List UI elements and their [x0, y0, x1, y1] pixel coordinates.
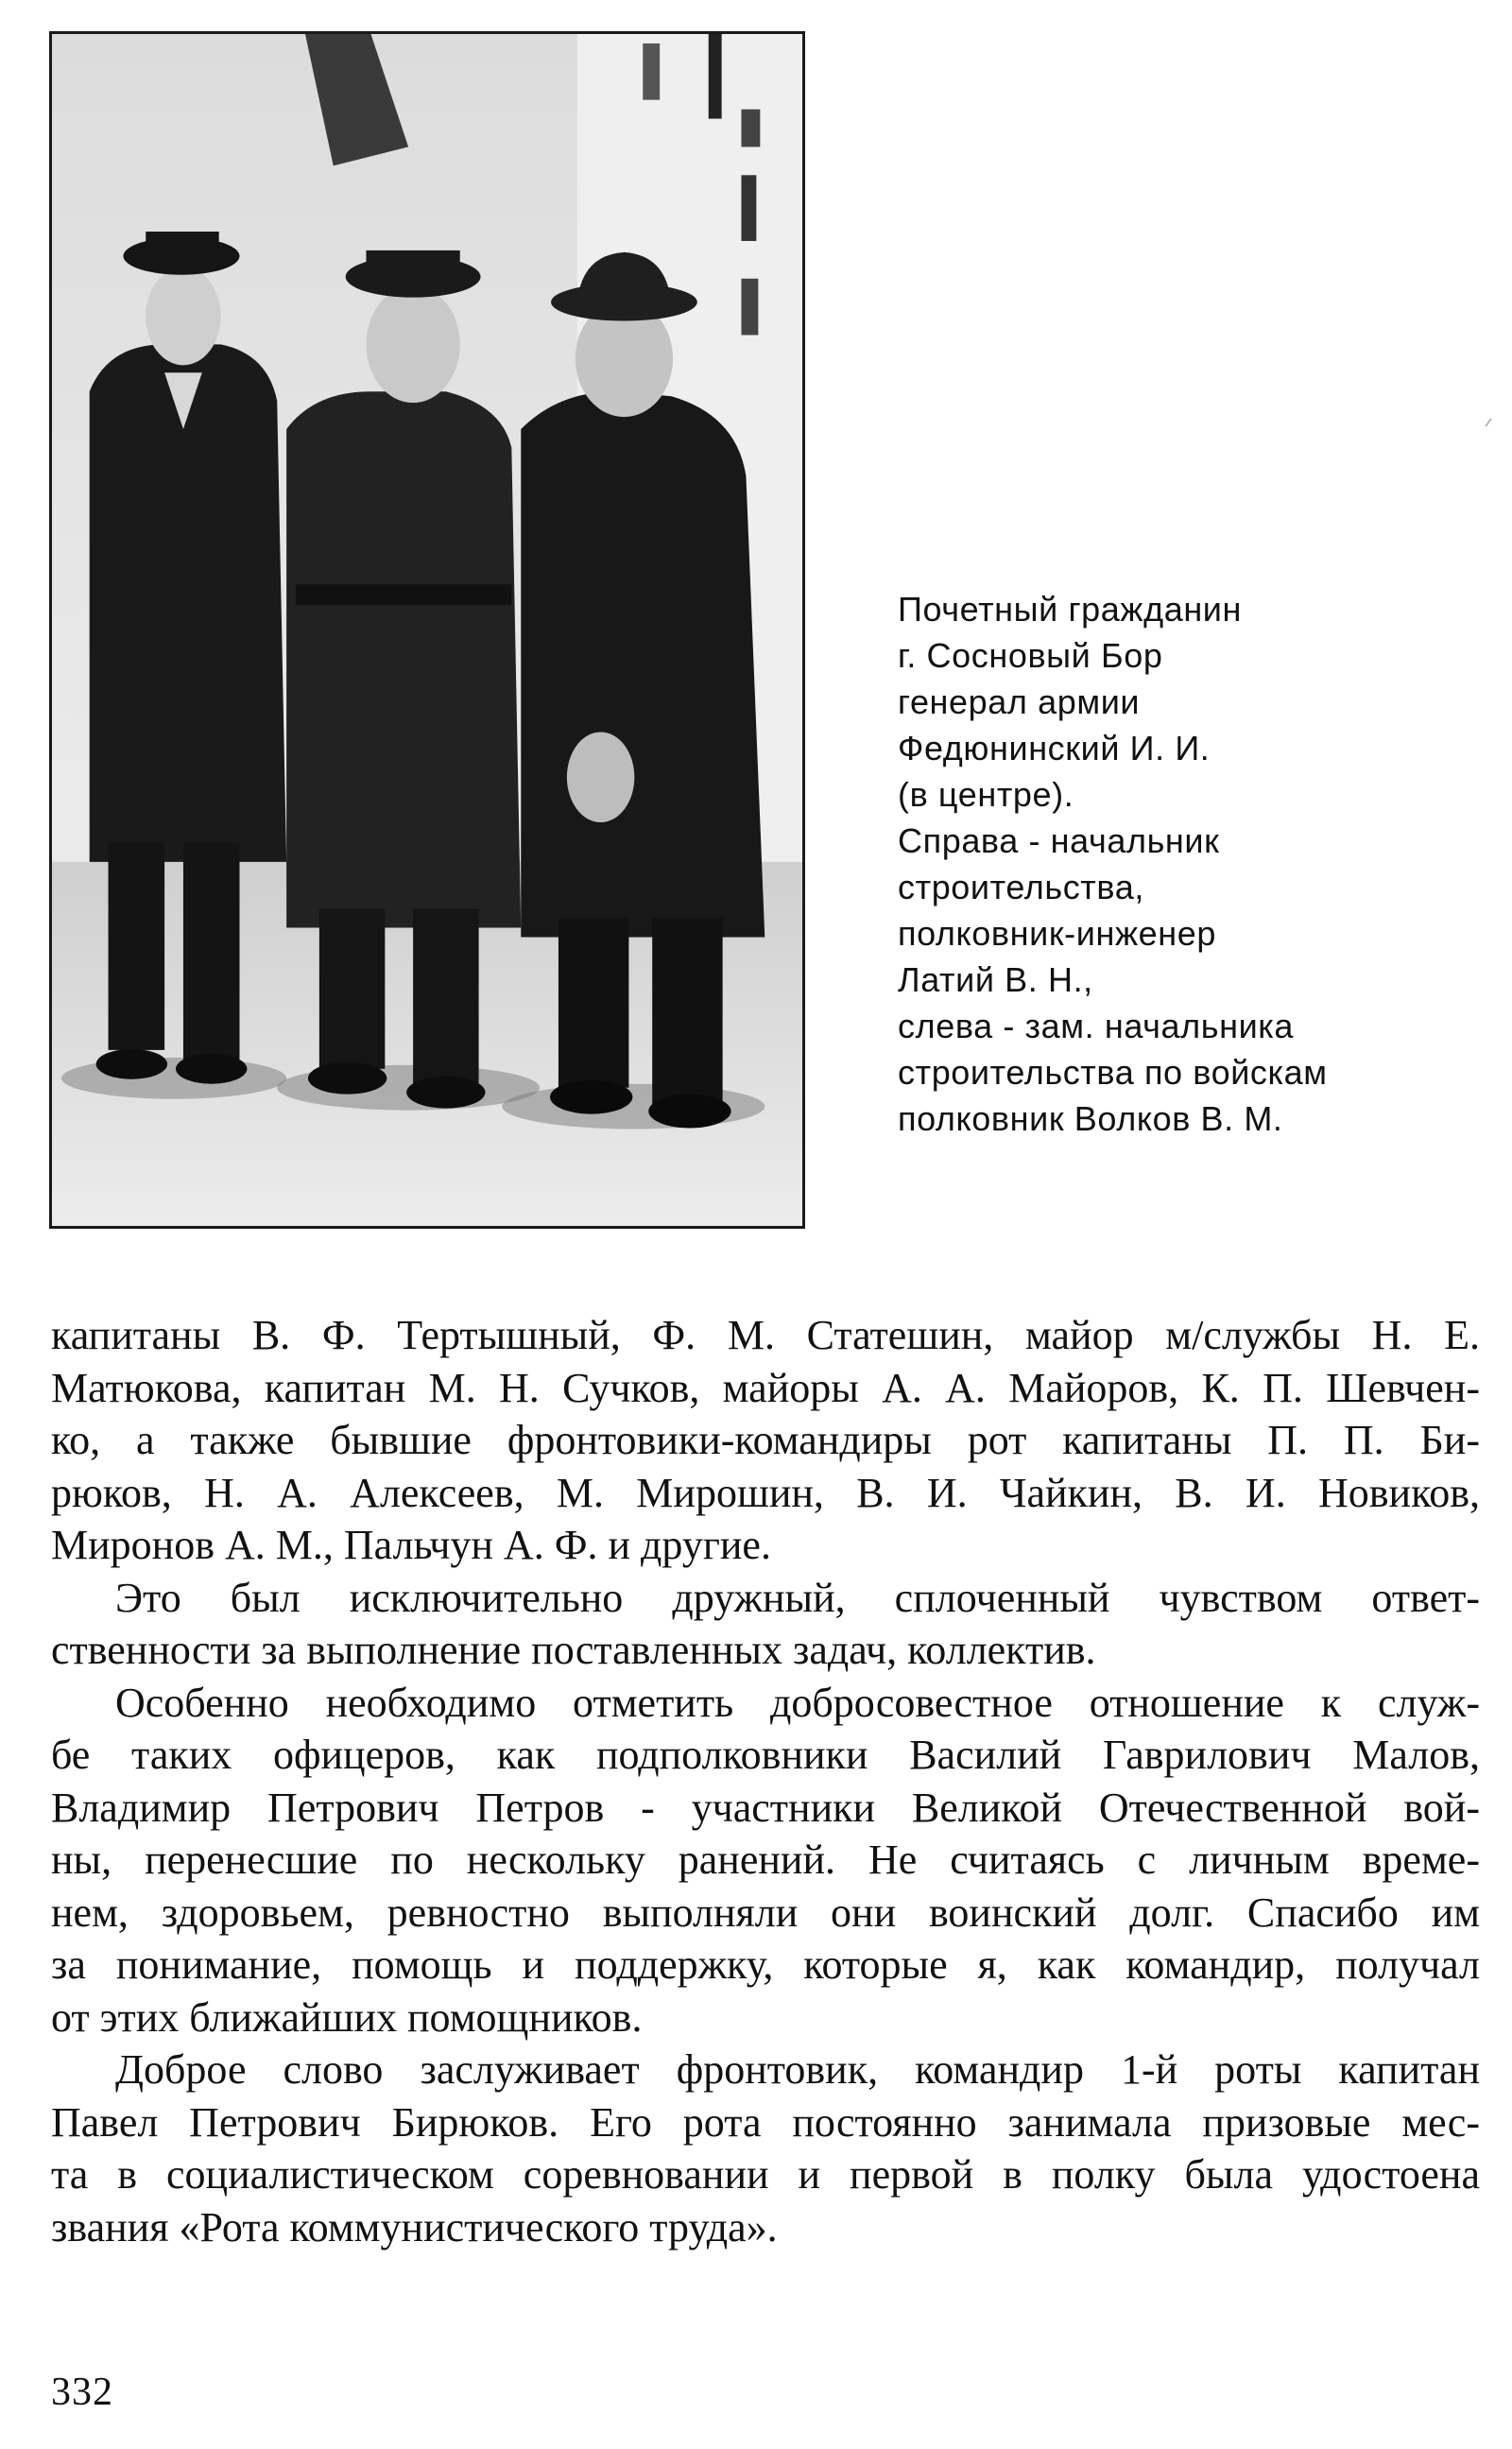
text-line: Доброе слово заслуживает фронтовик, командир 1-й роты капитан: [115, 2046, 1480, 2093]
page-number: 332: [51, 2371, 113, 2414]
photo-caption: [898, 586, 1465, 1142]
caption-line: строительства,: [898, 868, 1144, 906]
text-line: звания «Рота коммунистического труда».: [51, 2203, 778, 2251]
caption-line: (в центре).: [898, 775, 1074, 814]
text-line: от этих ближайших помощников.: [51, 1993, 643, 2041]
photo: [49, 31, 805, 1229]
caption-line: слева - зам. начальника: [898, 1007, 1295, 1045]
text-line: ко, а также бывшие фронтовики-командиры рот капитаны П. П. Би-: [51, 1417, 1480, 1463]
caption-line: г. Сосновый Бор: [898, 636, 1163, 675]
text-line: Павел Петрович Бирюков. Его рота постоянно занимала призовые мес-: [51, 2098, 1480, 2146]
body-text: [51, 1309, 1480, 2253]
caption-line: строительства по войскам: [898, 1053, 1328, 1092]
text-line: Владимир Петрович Петров - участники Великой Отечественной вой-: [51, 1784, 1480, 1831]
text-line: ственности за выполнение поставленных задач, коллектив.: [51, 1627, 1096, 1673]
paragraph-3: [51, 1677, 1480, 2044]
text-line: бе таких офицеров, как подполковники Василий Гаврилович Малов,: [51, 1732, 1480, 1778]
caption-line: Справа - начальник: [898, 821, 1220, 860]
text-line: Миронов А. М., Пальчун А. Ф. и другие.: [51, 1522, 771, 1568]
text-line: Особенно необходимо отметить добросовестное отношение к служ-: [115, 1679, 1480, 1726]
text-line: капитаны В. Ф. Тертышный, Ф. М. Статешин, майор м/службы Н. Е.: [51, 1312, 1480, 1358]
photo-three-men-icon: [52, 34, 802, 1226]
text-line: та в социалистическом соревновании и первой в полку была удостоена: [51, 2151, 1480, 2198]
paragraph-4: [51, 2044, 1480, 2253]
caption-line: полковник-инженер: [898, 914, 1216, 953]
caption-line: Федюнинский И. И.: [898, 729, 1211, 767]
paragraph-2: [51, 1572, 1480, 1677]
caption-line: Латий В. Н.,: [898, 960, 1093, 999]
caption-line: полковник Волков В. М.: [898, 1099, 1283, 1138]
text-line: ны, перенесшие по нескольку ранений. Не считаясь с личным време-: [51, 1837, 1480, 1883]
caption-line: генерал армии: [898, 682, 1141, 721]
text-line: Матюкова, капитан М. Н. Сучков, майоры А. А. Майоров, К. П. Шевчен-: [51, 1364, 1480, 1411]
text-line: Это был исключительно дружный, сплоченный чувством ответ-: [115, 1574, 1480, 1621]
text-line: нем, здоровьем, ревностно выполняли они воинский долг. Спасибо им: [51, 1888, 1480, 1936]
paragraph-1: [51, 1309, 1480, 1572]
text-line: за понимание, помощь и поддержку, которые я, как командир, получал: [51, 1941, 1480, 1988]
caption-line: Почетный гражданин: [898, 590, 1242, 629]
text-line: рюков, Н. А. Алексеев, М. Мирошин, В. И. Чайкин, В. И. Новиков,: [51, 1469, 1480, 1516]
stray-mark: [1485, 418, 1491, 426]
